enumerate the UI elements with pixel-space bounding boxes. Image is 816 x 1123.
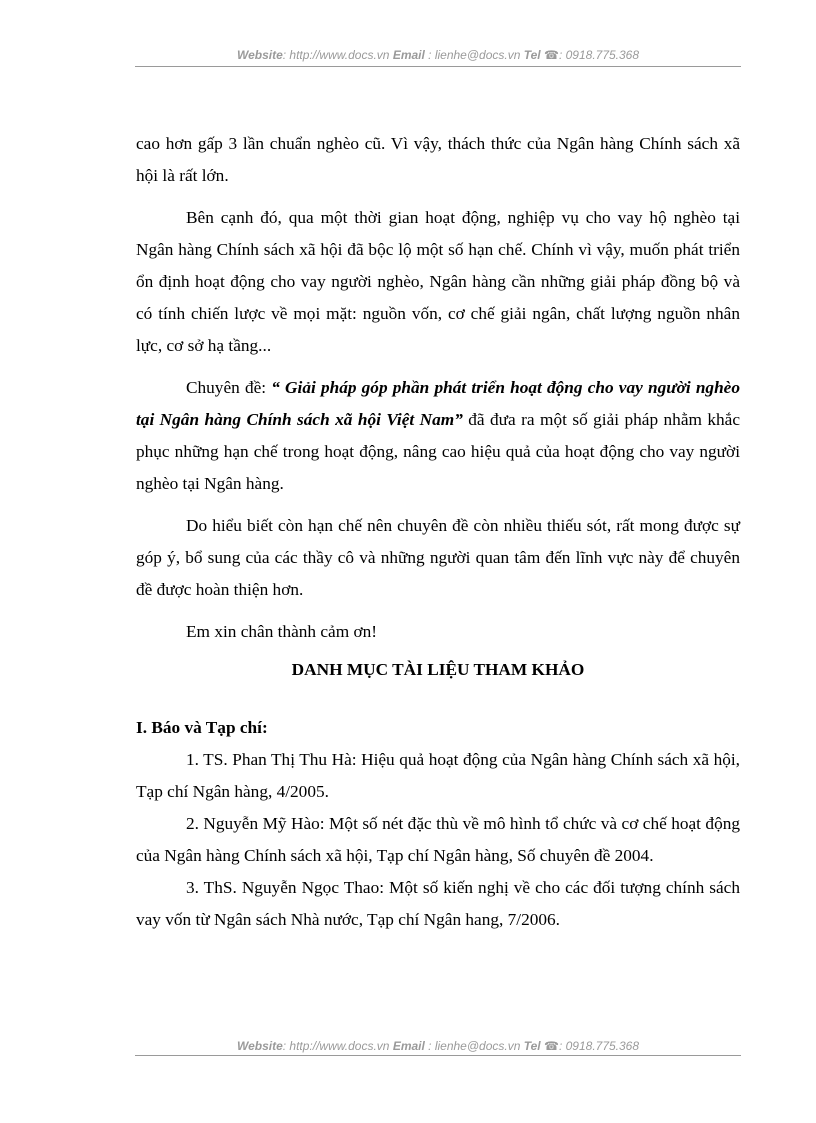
document-body [136,128,740,936]
paragraph-1: cao hơn gấp 3 lần chuẩn nghèo cũ. Vì vậy, thách thức của Ngân hàng Chính sách xã hội là rất lớn. [136,134,740,185]
header-website-url: : http://www.docs.vn [282,48,390,62]
footer-divider [135,1055,741,1056]
footer-website-label: Website [236,1039,283,1053]
paragraph-3-lead: Chuyên đề: [186,378,272,397]
reference-item: 3. ThS. Nguyễn Ngọc Thao: Một số kiến nghị về cho các đối tượng chính sách vay vốn từ Ngân sách Nhà nước, Tạp chí Ngân hang, 7/2006. [136,878,740,929]
paragraph-4: Do hiểu biết còn hạn chế nên chuyên đề còn nhiều thiếu sót, rất mong được sự góp ý, bổ sung của các thầy cô và những người quan tâm đến lĩnh vực này để chuyên đề được hoàn thiện hơn. [136,516,740,599]
paragraph-3-title: “ Giải pháp góp phần phát triển hoạt động cho vay người nghèo tại Ngân hàng Chính sách xã hội Việt Nam” [136,378,740,429]
paragraph-5: Em xin chân thành cảm ơn! [186,622,378,641]
reference-item: 2. Nguyễn Mỹ Hào: Một số nét đặc thù về mô hình tổ chức và cơ chế hoạt động của Ngân hàng Chính sách xã hội, Tạp chí Ngân hàng, Số chuyên đề 2004. [136,814,740,865]
paragraph-3-rest: đã đưa ra một số giải pháp nhằm khắc phục những hạn chế trong hoạt động, nâng cao hiệu quả của hoạt động cho vay người nghèo tại Ngân hàng. [136,410,740,493]
header-tel-label: Tel [523,48,541,62]
section-heading: I. Báo và Tạp chí: [136,718,268,737]
references-heading: DANH MỤC TÀI LIỆU THAM KHẢO [291,660,585,679]
paragraph-3 [136,372,740,500]
header-email-label: Email [392,48,425,62]
footer-website-url: : http://www.docs.vn [282,1039,390,1053]
phone-icon: ☎ [544,48,559,62]
reference-item: 1. TS. Phan Thị Thu Hà: Hiệu quả hoạt động của Ngân hàng Chính sách xã hội, Tạp chí Ngân hàng, 4/2005. [136,750,740,801]
header-tel-value: : 0918.775.368 [558,48,640,62]
header-email-value: : lienhe@docs.vn [424,48,521,62]
paragraph-2: Bên cạnh đó, qua một thời gian hoạt động, nghiệp vụ cho vay hộ nghèo tại Ngân hàng Chính sách xã hội đã bộc lộ một số hạn chế. Chính vì vậy, muốn phát triển ổn định hoạt động cho vay người nghèo, Ngân hàng cần những giải pháp đồng bộ và có tính chiến lược về mọi mặt: nguồn vốn, cơ chế giải ngân, chất lượng nguồn nhân lực, cơ sở hạ tầng... [136,208,740,355]
page-header [135,48,741,62]
footer-tel-value: : 0918.775.368 [558,1039,640,1053]
phone-icon: ☎ [544,1039,559,1053]
header-divider [135,66,741,67]
footer-email-value: : lienhe@docs.vn [424,1039,521,1053]
header-website-label: Website [236,48,283,62]
footer-tel-label: Tel [523,1039,541,1053]
page-footer [135,1039,741,1053]
footer-email-label: Email [392,1039,425,1053]
